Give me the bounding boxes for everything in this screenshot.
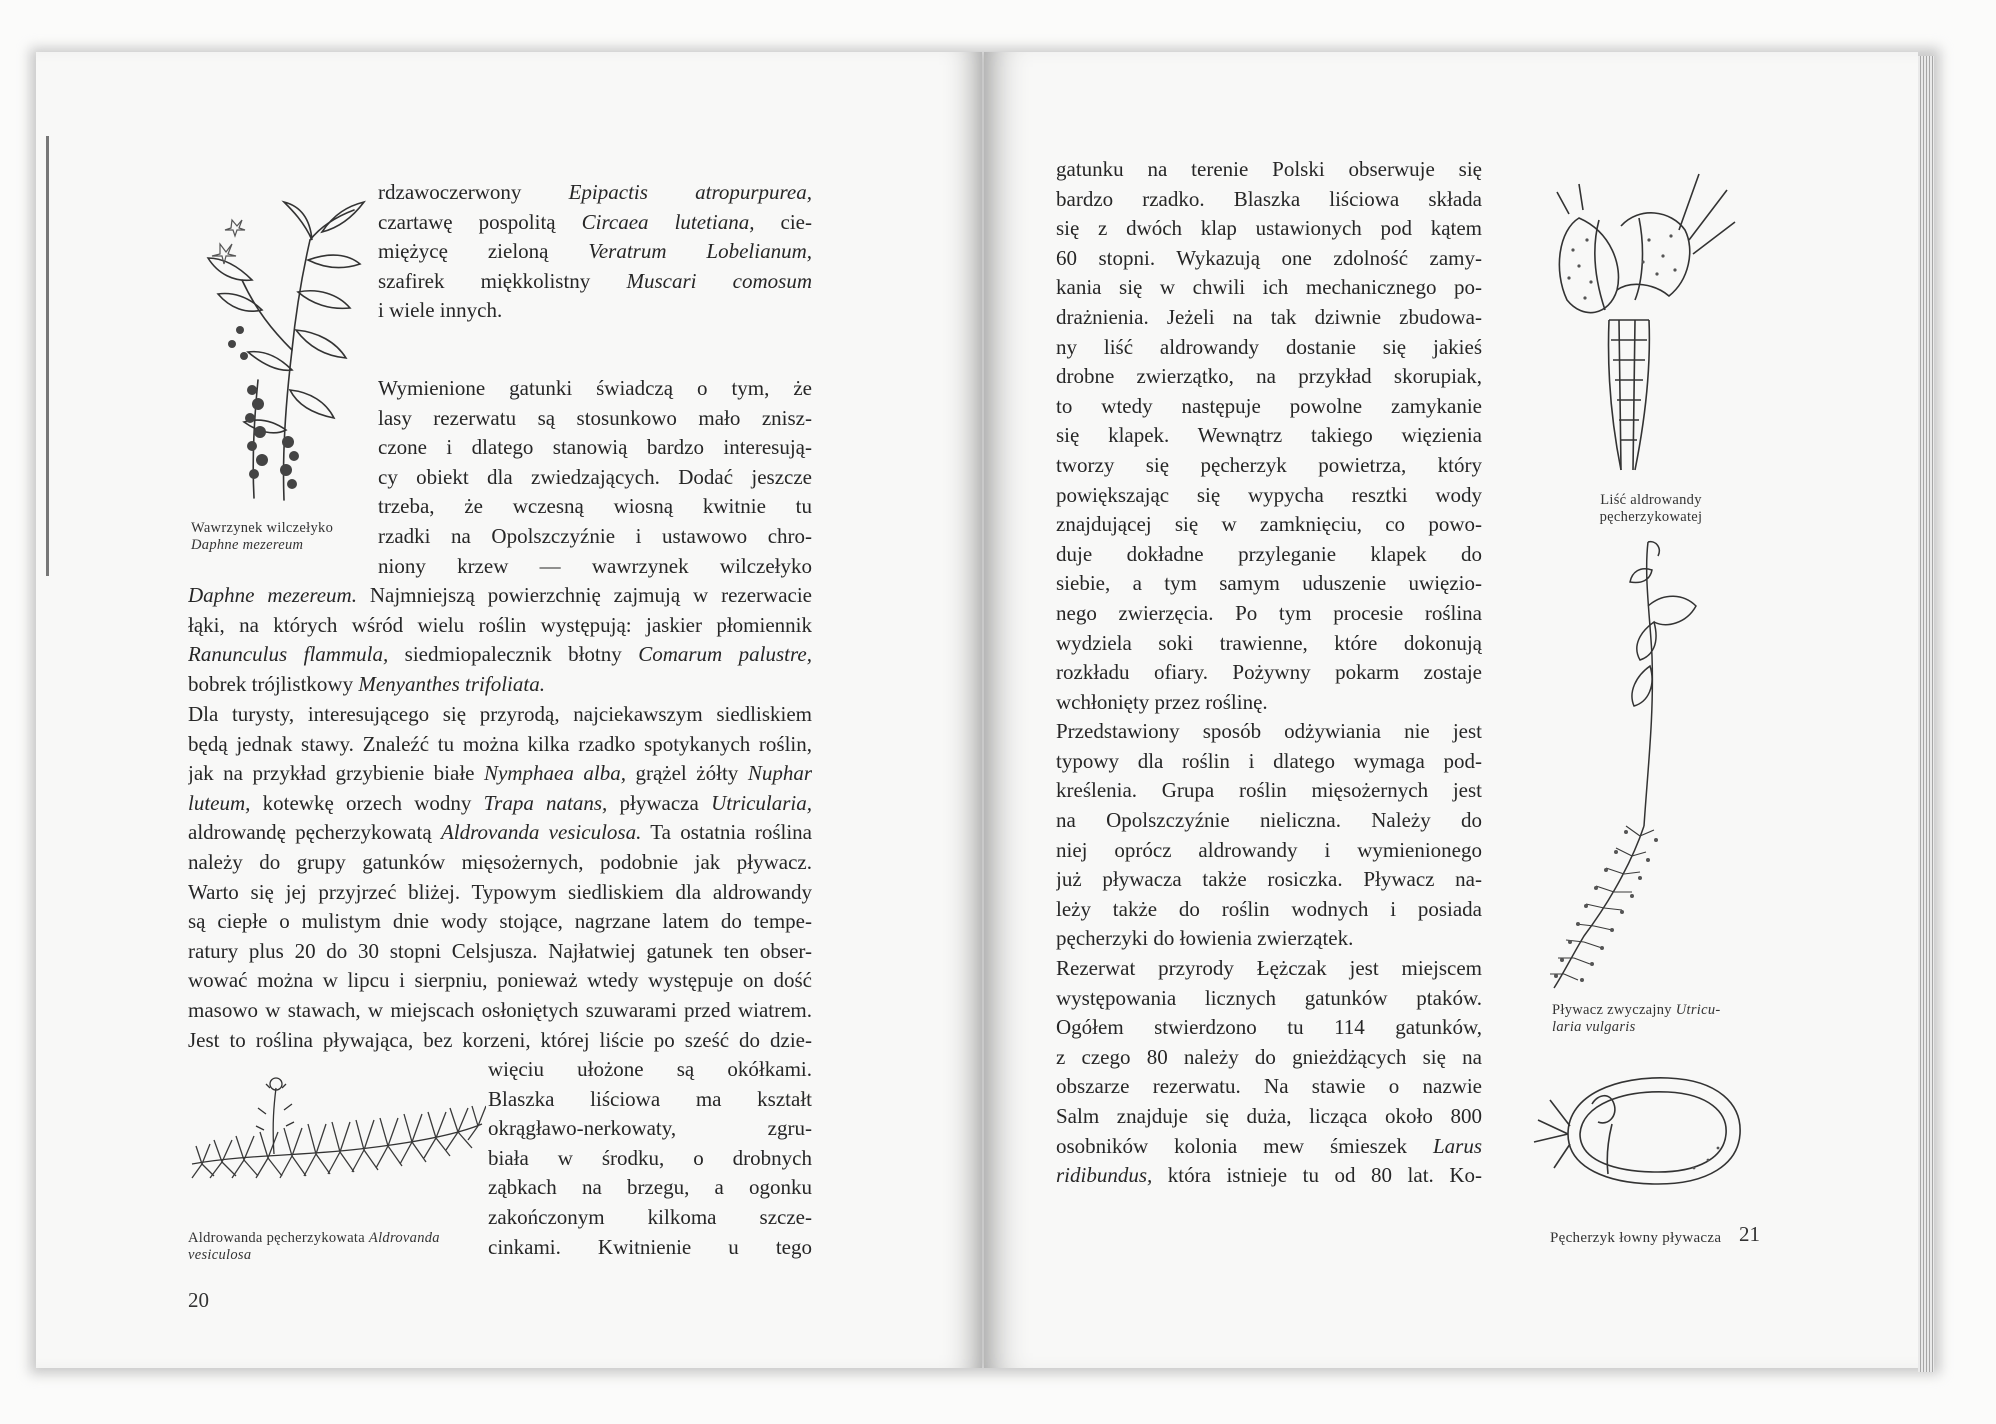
text-segment: typowy dla roślin i dlatego wymaga pod-	[1056, 748, 1482, 773]
page-number-left: 20	[188, 1288, 209, 1312]
text-segment: masowo w stawach, w miejscach osłoniętych szuwarami przed wiatrem.	[188, 997, 812, 1022]
text-line	[1056, 244, 1482, 274]
text-line	[1056, 421, 1482, 451]
text-segment: gatunku na terenie Polski obserwuje się	[1056, 157, 1482, 181]
text-line	[1056, 865, 1482, 895]
text-line	[188, 878, 812, 908]
text-segment: więciu ułożone są okółkami.	[488, 1057, 812, 1081]
text-line	[378, 463, 812, 493]
text-line	[1056, 333, 1482, 363]
text-segment: siebie, a tym samym uduszenie uwięzio-	[1056, 571, 1482, 596]
text-line	[1056, 392, 1482, 422]
page-edge-line	[46, 136, 49, 576]
text-line	[378, 237, 812, 267]
text-line	[1056, 688, 1482, 718]
text-segment: drażnienia. Jeżeli na tak dziwnie zbudowa-	[1056, 304, 1482, 329]
caption-daphne-line1: Wawrzynek wilczełyko	[191, 520, 334, 536]
text-line	[488, 1173, 812, 1203]
latin-name: Comarum palustre,	[638, 642, 812, 667]
text-line	[188, 789, 812, 819]
left-paragraph-2-full	[188, 581, 812, 699]
utricularia-plant-illustration	[1544, 536, 1744, 996]
text-segment: znajdującej się w zamknięciu, co powo-	[1056, 512, 1482, 537]
text-segment: wydziela soki trawienne, które dokonują	[1056, 630, 1482, 655]
caption-utricularia-line1-italic: Utricu-	[1675, 1002, 1721, 1018]
text-line	[188, 996, 812, 1026]
text-line	[1056, 1132, 1482, 1162]
text-segment: 60 stopni. Wykazują one zdolność zamy-	[1056, 245, 1482, 270]
text-segment: niej oprócz aldrowandy i wymienionego	[1056, 837, 1482, 862]
text-segment: rozkładu ofiary. Pożywny pokarm zostaje	[1056, 660, 1482, 685]
latin-name: Circaea lutetiana,	[581, 209, 755, 234]
text-line	[1056, 540, 1482, 570]
text-segment: Jest to roślina pływająca, bez korzeni, której liście po sześć do dzie-	[188, 1027, 812, 1052]
text-segment: będą jednak stawy. Znaleźć tu można kilka rzadko spotykanych roślin,	[188, 731, 812, 756]
text-segment: niony krzew — wawrzynek wilczełyko	[378, 553, 812, 578]
text-line	[1056, 1013, 1482, 1043]
text-segment: cy obiekt dla zwiedzających. Dodać jeszcze	[378, 464, 812, 489]
text-segment: osobników kolonia mew śmieszek	[1056, 1133, 1433, 1158]
text-line	[378, 492, 812, 522]
text-line	[188, 848, 812, 878]
text-line	[1056, 510, 1482, 540]
latin-name: Menyanthes trifoliata.	[358, 671, 545, 696]
text-segment: rzadki na Opolszczyźnie i ustawowo chro-	[378, 523, 812, 548]
text-line	[1056, 569, 1482, 599]
text-line	[188, 700, 812, 730]
page-edges	[1918, 56, 1934, 1372]
text-line	[488, 1233, 812, 1263]
latin-name: Aldrovanda vesiculosa.	[440, 820, 642, 845]
latin-name: Veratrum Lobelianum,	[588, 239, 812, 264]
text-line	[378, 374, 812, 404]
text-segment: szafirek miękkolistny	[378, 268, 627, 293]
text-segment: leży także do roślin wodnych i posiada	[1056, 896, 1482, 921]
text-line	[378, 404, 812, 434]
text-line	[188, 759, 812, 789]
text-line	[1056, 273, 1482, 303]
text-segment: ratury plus 20 do 30 stopni Celsjusza. Najłatwiej gatunek ten obser-	[188, 938, 812, 963]
caption-utricularia-line2: laria vulgaris	[1552, 1019, 1636, 1035]
left-paragraph-3-narrow	[488, 1055, 812, 1262]
text-segment: pęcherzyki do łowienia zwierzątek.	[1056, 926, 1354, 951]
text-line	[378, 296, 812, 326]
text-segment: miężycę zieloną	[378, 239, 589, 264]
latin-name: Nuphar	[747, 761, 812, 786]
caption-aldrovanda-line1-plain: Aldrowanda pęcherzykowata	[188, 1230, 369, 1246]
text-segment: Najmniejszą powierzchnię zajmują w rezerwacie	[356, 583, 812, 607]
text-line	[1056, 1161, 1482, 1191]
caption-bladder: Pęcherzyk łowny pływacza	[1550, 1230, 1722, 1246]
text-line	[188, 640, 812, 670]
text-segment: grążel żółty	[625, 761, 748, 786]
latin-name: Utricularia,	[711, 790, 812, 815]
latin-name: Epipactis atropurpurea,	[568, 180, 812, 204]
right-text-column	[1056, 155, 1482, 1191]
text-segment: biała w środku, o drobnych	[488, 1145, 812, 1170]
text-segment: czartawę pospolitą	[378, 209, 582, 234]
text-segment: się klapek. Wewnątrz takiego więzienia	[1056, 423, 1482, 448]
text-segment: ząbkach na brzegu, a ogonku	[488, 1175, 812, 1200]
text-segment: się z dwóch klap ustawionych pod kątem	[1056, 216, 1482, 241]
text-segment: kotewkę orzech wodny	[250, 790, 484, 815]
caption-aldrovanda-line1-italic: Aldrovanda	[368, 1230, 440, 1246]
text-line	[188, 581, 812, 611]
text-line	[378, 267, 812, 297]
text-segment: Blaszka liściowa ma kształt	[488, 1086, 812, 1111]
text-segment: cinkami. Kwitnienie u tego	[488, 1234, 812, 1259]
text-line	[488, 1114, 812, 1144]
text-line	[188, 611, 812, 641]
text-line	[1056, 1072, 1482, 1102]
text-segment: należy do grupy gatunków mięsożernych, podobnie jak pływacz.	[188, 849, 812, 874]
text-segment: Ogółem stwierdzono tu 114 gatunków,	[1056, 1015, 1482, 1040]
text-segment: kania się w chwili ich mechanicznego po-	[1056, 275, 1482, 300]
latin-name: ridibundus,	[1056, 1163, 1153, 1188]
text-segment: Rezerwat przyrody Łężczak jest miejscem	[1056, 956, 1482, 981]
page-number-right: 21	[1739, 1222, 1760, 1246]
latin-name: Larus	[1432, 1133, 1482, 1158]
text-segment: Salm znajduje się duża, licząca około 800	[1056, 1104, 1482, 1128]
text-segment: która istnieje tu od 80 lat. Ko-	[1152, 1163, 1482, 1188]
text-segment: wchłonięty przez roślinę.	[1056, 689, 1268, 714]
text-line	[1056, 924, 1482, 954]
right-page	[984, 52, 1918, 1368]
text-segment: to wtedy następuje powolne zamykanie	[1056, 393, 1482, 418]
caption-leaf-line1: Liść aldrowandy	[1600, 492, 1702, 508]
text-line	[188, 966, 812, 996]
left-paragraph-2	[378, 374, 812, 581]
text-line	[1056, 658, 1482, 688]
daphne-plant-illustration	[192, 180, 372, 510]
text-segment: Warto się jej przyjrzeć bliżej. Typowym siedliskiem dla aldrowandy	[188, 879, 812, 904]
text-line	[188, 937, 812, 967]
text-line	[1056, 1043, 1482, 1073]
text-line	[1056, 806, 1482, 836]
text-line	[1056, 954, 1482, 984]
latin-name: Ranunculus flammula,	[188, 642, 389, 667]
text-line	[1056, 599, 1482, 629]
text-segment: kreślenia. Grupa roślin mięsożernych jest	[1056, 778, 1482, 803]
caption-utricularia-line1-plain: Pływacz zwyczajny	[1552, 1002, 1676, 1018]
text-line	[1056, 1102, 1482, 1132]
latin-name: Nymphaea alba,	[484, 761, 626, 786]
text-line	[1056, 895, 1482, 925]
text-segment: okrągławo-nerkowaty, zgru-	[488, 1116, 812, 1141]
text-segment: na Opolszczyźnie nieliczna. Należy do	[1056, 808, 1482, 833]
caption-daphne-line2: Daphne mezereum	[191, 537, 304, 553]
text-line	[1056, 836, 1482, 866]
text-line	[188, 730, 812, 760]
text-line	[378, 552, 812, 582]
text-segment: czone i dlatego stanowią bardzo interesują-	[378, 435, 812, 460]
text-segment: z czego 80 należy do gnieżdżących się na	[1056, 1044, 1482, 1069]
text-segment: cie-	[754, 209, 812, 234]
text-line	[1056, 185, 1482, 215]
latin-name: Trapa natans,	[483, 790, 608, 815]
text-segment: jak na przykład grzybienie białe	[188, 761, 485, 786]
text-segment: i wiele innych.	[378, 298, 503, 323]
caption-utricularia-line1	[1552, 1002, 1762, 1019]
latin-name: Daphne mezereum.	[188, 583, 357, 607]
aldrovanda-plant-illustration	[188, 1074, 486, 1204]
latin-name: luteum,	[188, 790, 251, 815]
text-segment: drobne zwierzątko, na przykład skorupiak,	[1056, 364, 1482, 389]
text-line	[1056, 717, 1482, 747]
caption-leaf	[1556, 492, 1746, 526]
text-line	[1056, 629, 1482, 659]
text-segment: łąki, na których wśród wielu roślin występują: jaskier płomiennik	[188, 612, 812, 637]
text-segment: rdzawoczerwony	[378, 180, 569, 204]
text-segment: Ta ostatnia roślina	[641, 820, 812, 845]
text-segment: Dla turysty, interesującego się przyrodą, najciekawszym siedliskiem	[188, 702, 812, 726]
text-segment: ny liść aldrowandy dostanie się jakieś	[1056, 334, 1482, 359]
text-line	[488, 1055, 812, 1085]
text-line	[1056, 747, 1482, 777]
text-segment: bardzo rzadko. Blaszka liściowa składa	[1056, 186, 1482, 211]
text-line	[1056, 303, 1482, 333]
caption-utricularia	[1552, 1002, 1762, 1036]
text-segment: pływacza	[607, 790, 712, 815]
text-line	[188, 907, 812, 937]
text-segment: bobrek trójlistkowy	[188, 671, 359, 696]
caption-leaf-line2: pęcherzykowatej	[1599, 509, 1703, 525]
text-segment: wować można w lipcu i sierpniu, ponieważ wtedy występuje on dość	[188, 968, 812, 993]
text-line	[1056, 214, 1482, 244]
text-segment: Wymienione gatunki świadczą o tym, że	[378, 376, 812, 400]
latin-name: Muscari comosum	[626, 268, 812, 293]
text-segment: trzeba, że wczesną wiosną kwitnie tu	[378, 494, 812, 519]
caption-aldrovanda	[188, 1230, 488, 1264]
text-line	[488, 1203, 812, 1233]
text-line	[488, 1144, 812, 1174]
text-line	[378, 522, 812, 552]
left-paragraph-3	[188, 700, 812, 1055]
text-segment: Przedstawiony sposób odżywiania nie jest	[1056, 719, 1482, 744]
aldrovanda-leaf-illustration	[1539, 170, 1739, 480]
text-line	[378, 433, 812, 463]
caption-aldrovanda-line1	[188, 1230, 488, 1247]
text-line	[1056, 481, 1482, 511]
left-paragraph-1	[378, 178, 812, 326]
text-line	[1056, 776, 1482, 806]
text-line	[188, 1026, 812, 1056]
text-segment: są ciepłe o mulistym dnie wody stojące, nagrzane latem do tempe-	[188, 909, 812, 934]
text-segment: duje dokładne przyleganie klapek do	[1056, 541, 1482, 566]
text-segment: zakończonym kilkoma szcze-	[488, 1204, 812, 1229]
text-line	[378, 208, 812, 238]
caption-aldrovanda-line2: vesiculosa	[188, 1247, 252, 1263]
text-segment: tworzy się pęcherzyk powietrza, który	[1056, 452, 1482, 477]
text-line	[1056, 451, 1482, 481]
text-line	[1056, 984, 1482, 1014]
text-line	[488, 1085, 812, 1115]
utricularia-bladder-illustration	[1528, 1064, 1748, 1194]
text-segment: nego zwierzęcia. Po tym procesie roślina	[1056, 600, 1482, 625]
text-line	[1056, 362, 1482, 392]
text-segment: lasy rezerwatu są stosunkowo mało znisz-	[378, 405, 812, 430]
text-segment: obszarze rezerwatu. Na stawie o nazwie	[1056, 1074, 1482, 1099]
text-line	[188, 670, 812, 700]
text-segment: siedmiopalecznik błotny	[388, 642, 639, 667]
text-segment: występowania licznych gatunków ptaków.	[1056, 985, 1482, 1010]
text-segment: powiększając się wypycha resztki wody	[1056, 482, 1482, 507]
text-line	[1056, 155, 1482, 185]
text-line	[188, 818, 812, 848]
text-line	[378, 178, 812, 208]
text-segment: już pływacza także rosiczka. Pływacz na-	[1056, 867, 1482, 892]
left-page	[36, 52, 982, 1368]
text-segment: aldrowandę pęcherzykowatą	[188, 820, 441, 845]
